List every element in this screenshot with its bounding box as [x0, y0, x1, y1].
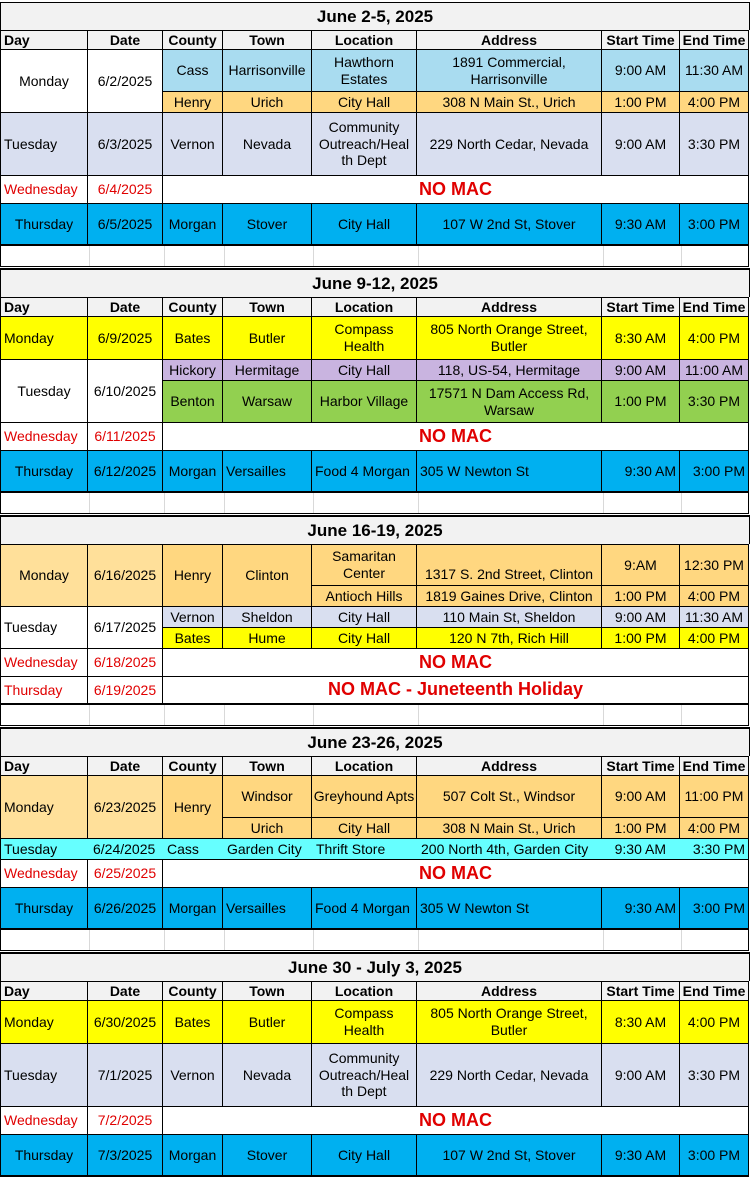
start-time-cell: 9:00 AM — [602, 776, 680, 818]
header-location: Location — [312, 981, 417, 1001]
header-start-time: Start Time — [602, 297, 680, 317]
county-cell: Morgan — [163, 1135, 223, 1177]
header-date: Date — [88, 30, 163, 50]
day-cell: Wednesday — [0, 176, 88, 204]
location-cell: Greyhound Apts — [312, 776, 417, 818]
county-cell: Cass — [163, 50, 223, 92]
header-start-time: Start Time — [602, 756, 680, 776]
no-mac-notice: NO MAC — [163, 860, 749, 888]
start-time-cell: 1:00 PM — [602, 381, 680, 423]
end-time-cell: 3:30 PM — [680, 113, 749, 176]
end-time-cell: 3:30 PM — [680, 1044, 749, 1107]
date-cell: 6/5/2025 — [88, 204, 163, 246]
location-cell: Food 4 Morgan — [312, 888, 417, 930]
county-cell: Benton — [163, 381, 223, 423]
day-cell: Monday — [0, 50, 88, 113]
county-cell: Morgan — [163, 451, 223, 493]
end-time-cell: 4:00 PM — [680, 586, 749, 607]
start-time-cell: 9:00 AM — [602, 113, 680, 176]
header-location: Location — [312, 30, 417, 50]
header-end-time: End Time — [680, 30, 749, 50]
date-cell: 6/24/2025 — [93, 840, 156, 857]
town-cell: Hermitage — [223, 360, 312, 381]
location-cell: Antioch Hills — [312, 586, 417, 607]
address-cell: 107 W 2nd St, Stover — [417, 1135, 602, 1177]
header-end-time: End Time — [680, 756, 749, 776]
start-time-cell: 9:00 AM — [602, 360, 680, 381]
start-time-cell: 8:30 AM — [602, 1001, 680, 1044]
header-date: Date — [88, 756, 163, 776]
location-cell: City Hall — [312, 628, 417, 649]
county-cell: Henry — [163, 544, 223, 607]
end-time-cell: 11:30 AM — [680, 50, 749, 92]
location-cell: Food 4 Morgan — [312, 451, 417, 493]
start-time-cell: 1:00 PM — [602, 818, 680, 839]
start-time-cell: 9:30 AM — [602, 451, 680, 493]
county-cell: Bates — [163, 317, 223, 360]
address-cell: 118, US-54, Hermitage — [417, 360, 602, 381]
address-cell: 507 Colt St., Windsor — [417, 776, 602, 818]
spacer-row — [0, 705, 749, 726]
week-title: June 30 - July 3, 2025 — [0, 952, 750, 981]
header-town: Town — [223, 981, 312, 1001]
header-location: Location — [312, 297, 417, 317]
header-day: Day — [0, 297, 88, 317]
day-cell: Wednesday — [0, 423, 88, 451]
no-mac-notice: NO MAC — [163, 1107, 749, 1135]
end-time-cell: 3:30 PM — [692, 840, 745, 857]
date-cell: 6/25/2025 — [88, 860, 163, 888]
location-cell: City Hall — [312, 204, 417, 246]
end-time-cell: 3:00 PM — [680, 204, 749, 246]
header-day: Day — [0, 981, 88, 1001]
day-cell: Tuesday — [0, 113, 88, 176]
day-cell: Thursday — [0, 677, 88, 705]
date-cell: 6/16/2025 — [88, 544, 163, 607]
day-cell: Thursday — [0, 888, 88, 930]
date-cell: 6/12/2025 — [88, 451, 163, 493]
town-cell: Stover — [223, 204, 312, 246]
end-time-cell: 3:00 PM — [680, 1135, 749, 1177]
header-day: Day — [0, 30, 88, 50]
start-time-cell: 9:30 AM — [602, 1135, 680, 1177]
town-cell: Clinton — [223, 544, 312, 607]
start-time-cell: 1:00 PM — [602, 628, 680, 649]
address-cell: 110 Main St, Sheldon — [417, 607, 602, 628]
holiday-notice: NO MAC - Juneteenth Holiday — [163, 677, 749, 705]
address-cell: 17571 N Dam Access Rd, Warsaw — [417, 381, 602, 423]
county-cell: Morgan — [163, 204, 223, 246]
date-cell: 6/2/2025 — [88, 50, 163, 113]
header-address: Address — [417, 981, 602, 1001]
address-cell: 200 North 4th, Garden City — [421, 840, 589, 857]
location-cell: Community Outreach/Heal th Dept — [312, 1044, 417, 1107]
address-cell: 805 North Orange Street, Butler — [417, 1001, 602, 1044]
tuesday-row — [0, 839, 749, 860]
day-cell: Monday — [0, 776, 88, 839]
town-cell: Butler — [223, 317, 312, 360]
week-title: June 23-26, 2025 — [0, 727, 750, 756]
no-mac-notice: NO MAC — [163, 176, 749, 204]
town-cell: Warsaw — [223, 381, 312, 423]
location-cell: City Hall — [312, 92, 417, 113]
town-cell: Versailles — [223, 888, 312, 930]
address-cell: 305 W Newton St — [417, 888, 602, 930]
day-cell: Tuesday — [0, 1044, 88, 1107]
start-time-cell: 9:00 AM — [602, 607, 680, 628]
day-cell: Monday — [0, 1001, 88, 1044]
location-cell: Compass Health — [312, 317, 417, 360]
county-cell: Vernon — [163, 1044, 223, 1107]
location-cell: Community Outreach/Heal th Dept — [312, 113, 417, 176]
date-cell: 6/9/2025 — [88, 317, 163, 360]
location-cell: City Hall — [312, 607, 417, 628]
header-start-time: Start Time — [602, 30, 680, 50]
header-town: Town — [223, 756, 312, 776]
date-cell: 7/1/2025 — [88, 1044, 163, 1107]
day-cell: Monday — [0, 544, 88, 607]
header-end-time: End Time — [680, 981, 749, 1001]
start-time-cell: 1:00 PM — [602, 586, 680, 607]
town-cell: Stover — [223, 1135, 312, 1177]
date-cell: 6/30/2025 — [88, 1001, 163, 1044]
town-cell: Urich — [223, 818, 312, 839]
address-cell: 1891 Commercial, Harrisonville — [417, 50, 602, 92]
date-cell: 6/17/2025 — [88, 607, 163, 649]
county-cell: Bates — [163, 1001, 223, 1044]
location-cell: City Hall — [312, 360, 417, 381]
header-location: Location — [312, 756, 417, 776]
start-time-cell: 9:30 AM — [602, 204, 680, 246]
header-address: Address — [417, 756, 602, 776]
location-cell: City Hall — [312, 818, 417, 839]
day-cell: Wednesday — [0, 860, 88, 888]
town-cell: Hume — [223, 628, 312, 649]
start-time-cell: 8:30 AM — [602, 317, 680, 360]
address-cell: 229 North Cedar, Nevada — [417, 113, 602, 176]
header-start-time: Start Time — [602, 981, 680, 1001]
start-time-cell: 1:00 PM — [602, 92, 680, 113]
address-cell: 805 North Orange Street, Butler — [417, 317, 602, 360]
location-cell: Compass Health — [312, 1001, 417, 1044]
date-cell: 6/11/2025 — [88, 423, 163, 451]
county-cell: Vernon — [163, 113, 223, 176]
date-cell: 6/19/2025 — [88, 677, 163, 705]
address-cell: 308 N Main St., Urich — [417, 92, 602, 113]
end-time-cell: 3:30 PM — [680, 381, 749, 423]
start-time-cell: 9:00 AM — [602, 1044, 680, 1107]
day-cell: Wednesday — [0, 649, 88, 677]
date-cell: 6/18/2025 — [88, 649, 163, 677]
header-address: Address — [417, 297, 602, 317]
location-cell: City Hall — [312, 1135, 417, 1177]
county-cell: Vernon — [163, 607, 223, 628]
end-time-cell: 4:00 PM — [680, 1001, 749, 1044]
day-cell: Thursday — [0, 451, 88, 493]
date-cell: 7/3/2025 — [88, 1135, 163, 1177]
week-title: June 16-19, 2025 — [0, 515, 750, 544]
town-cell: Nevada — [223, 1044, 312, 1107]
spacer-row — [0, 246, 749, 267]
county-cell: Henry — [163, 92, 223, 113]
spacer-row — [0, 930, 749, 951]
date-cell: 7/2/2025 — [88, 1107, 163, 1135]
start-time-cell: 9:00 AM — [602, 50, 680, 92]
end-time-cell: 12:30 PM — [680, 544, 749, 586]
town-cell: Windsor — [223, 776, 312, 818]
day-cell: Wednesday — [0, 1107, 88, 1135]
end-time-cell: 3:00 PM — [680, 888, 749, 930]
header-end-time: End Time — [680, 297, 749, 317]
location-cell: Samaritan Center — [312, 544, 417, 586]
end-time-cell: 4:00 PM — [680, 818, 749, 839]
header-address: Address — [417, 30, 602, 50]
end-time-cell: 4:00 PM — [680, 92, 749, 113]
county-cell: Bates — [163, 628, 223, 649]
no-mac-notice: NO MAC — [163, 423, 749, 451]
day-cell: Tuesday — [0, 607, 88, 649]
date-cell: 6/10/2025 — [88, 360, 163, 423]
county-cell: Henry — [163, 776, 223, 839]
town-cell: Harrisonville — [223, 50, 312, 92]
location-cell: Harbor Village — [312, 381, 417, 423]
no-mac-notice: NO MAC — [163, 649, 749, 677]
header-day: Day — [0, 756, 88, 776]
address-cell: 308 N Main St., Urich — [417, 818, 602, 839]
day-cell: Thursday — [0, 204, 88, 246]
day-cell: Monday — [0, 317, 88, 360]
end-time-cell: 4:00 PM — [680, 628, 749, 649]
spacer-row — [0, 493, 749, 514]
start-time-cell: 9:30 AM — [602, 888, 680, 930]
address-cell: 107 W 2nd St, Stover — [417, 204, 602, 246]
start-time-cell: 9:AM — [602, 544, 680, 586]
town-cell: Garden City — [227, 840, 302, 857]
header-town: Town — [223, 30, 312, 50]
town-cell: Butler — [223, 1001, 312, 1044]
header-county: County — [163, 756, 223, 776]
county-cell: Hickory — [163, 360, 223, 381]
address-cell: 305 W Newton St — [417, 451, 602, 493]
day-cell: Tuesday — [0, 360, 88, 423]
week-title: June 9-12, 2025 — [0, 268, 750, 297]
county-cell: Morgan — [163, 888, 223, 930]
header-county: County — [163, 30, 223, 50]
date-cell: 6/4/2025 — [88, 176, 163, 204]
header-county: County — [163, 981, 223, 1001]
county-cell: Cass — [167, 840, 199, 857]
date-cell: 6/23/2025 — [88, 776, 163, 839]
start-time-cell: 9:30 AM — [614, 840, 666, 857]
header-date: Date — [88, 981, 163, 1001]
location-cell: Thrift Store — [316, 840, 386, 857]
day-cell: Tuesday — [4, 840, 58, 857]
header-date: Date — [88, 297, 163, 317]
address-cell: 1819 Gaines Drive, Clinton — [417, 586, 602, 607]
end-time-cell: 4:00 PM — [680, 317, 749, 360]
town-cell: Nevada — [223, 113, 312, 176]
date-cell: 6/26/2025 — [88, 888, 163, 930]
end-time-cell: 11:00 PM — [680, 776, 749, 818]
day-cell: Thursday — [0, 1135, 88, 1177]
header-county: County — [163, 297, 223, 317]
address-cell: 229 North Cedar, Nevada — [417, 1044, 602, 1107]
week-title: June 2-5, 2025 — [0, 2, 750, 30]
town-cell: Versailles — [223, 451, 312, 493]
address-cell: 1317 S. 2nd Street, Clinton — [417, 544, 602, 586]
location-cell: Hawthorn Estates — [312, 50, 417, 92]
end-time-cell: 11:00 AM — [680, 360, 749, 381]
town-cell: Urich — [223, 92, 312, 113]
end-time-cell: 11:30 AM — [680, 607, 749, 628]
date-cell: 6/3/2025 — [88, 113, 163, 176]
end-time-cell: 3:00 PM — [680, 451, 749, 493]
address-cell: 120 N 7th, Rich Hill — [417, 628, 602, 649]
town-cell: Sheldon — [223, 607, 312, 628]
header-town: Town — [223, 297, 312, 317]
